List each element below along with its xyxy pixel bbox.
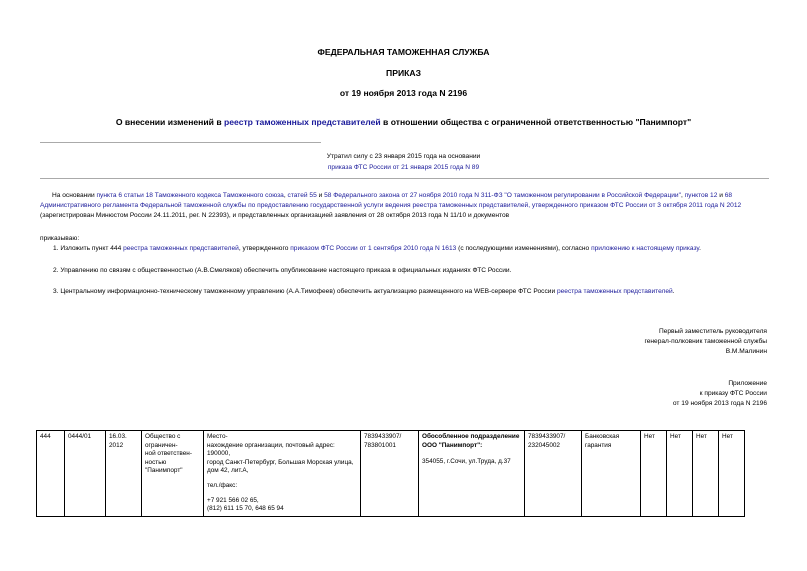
preamble-text: и — [316, 192, 325, 199]
cell-flag: Нет — [719, 431, 745, 517]
admin-regulation-link[interactable]: 68 Административного регламента Федеральной таможенной службы по предоставлению государственной услуги ведения реестра таможенных представителей, утвержденного приказом ФТС России от 3 октября 2011 года N 2012 — [40, 192, 742, 209]
cell-branch-inn-kpp: 7839433907/ 232045002 — [525, 431, 582, 517]
branch-name: Обособленное подразделение ООО "Панимпорт": — [422, 433, 520, 449]
phone-label: тел./факс: — [207, 481, 238, 489]
item-1-text: (с последующими изменениями), согласно — [456, 245, 592, 252]
cell-reg-number: 0444/01 — [65, 431, 106, 517]
title-suffix: в отношении общества с ограниченной ответственностью "Панимпорт" — [380, 117, 692, 127]
cell-flag: Нет — [667, 431, 693, 517]
cell-number: 444 — [37, 431, 65, 517]
article-55-link[interactable]: статей 55 — [287, 192, 317, 199]
customs-code-link[interactable]: пункта 6 статьи 18 Таможенного кодекса Таможенного союза — [96, 192, 284, 199]
preamble-text: , — [680, 192, 685, 199]
signature-rank: генерал-полковник таможенной службы — [644, 338, 767, 345]
item-3-text: 3. Центральному информационно-техническому таможенному управлению (А.А.Тимофеев) обеспечить актуализацию размещенного на WEB-сервере ФТС России — [53, 288, 557, 295]
signature-name: В.М.Малинин — [725, 348, 767, 355]
cell-organization: Общество с ограничен- ной ответствен- ностью "Панимпорт" — [142, 431, 204, 517]
registry-link[interactable]: реестра таможенных представителей — [123, 245, 239, 252]
address-text: Место- нахождение организации, почтовый адрес: 190000, город Санкт-Петербург, Большая Морская улица, дом 42, лит.А, — [207, 433, 354, 475]
preamble-text: (зарегистрирован Минюстом России 24.11.2011, рег. N 22393), и представленных организацией заявления от 28 октября 2013 года N 11/10 и документов — [40, 211, 510, 219]
cell-address — [204, 431, 361, 517]
item-2: 2. Управлению по связям с общественностью (А.В.Смеляков) обеспечить опубликование настоящего приказа в официальных изданиях ФТС России. — [53, 267, 512, 274]
item-1-text: , утвержденного — [238, 245, 291, 252]
item-3 — [53, 287, 675, 297]
table-row — [37, 431, 745, 517]
preamble-text: и — [717, 192, 725, 199]
appendix-ref: к приказу ФТС России — [699, 390, 767, 397]
item-3-text: . — [672, 288, 675, 295]
registry-link-2[interactable]: реестра таможенных представителей — [556, 288, 673, 295]
cell-branch — [419, 431, 525, 517]
doc-type-heading: ПРИКАЗ — [386, 68, 421, 78]
cell-flag: Нет — [693, 431, 719, 517]
cell-inn-kpp: 7839433907/ 783801001 — [361, 431, 419, 517]
registry-table — [36, 430, 745, 517]
phone-numbers: +7 921 566 02 65, (812) 611 15 70, 648 65 94 — [207, 496, 284, 513]
signature-position: Первый заместитель руководителя — [658, 328, 767, 335]
repeal-order-link[interactable]: приказа ФТС России от 21 января 2015 года N 89 — [327, 164, 480, 171]
appendix-date: от 19 ноября 2013 года N 2196 — [672, 400, 767, 407]
appendix-title: Приложение — [728, 380, 767, 387]
item-1-text: . — [699, 245, 701, 252]
cell-flag: Нет — [641, 431, 667, 517]
item-1-text: 1. Изложить пункт 444 — [53, 245, 124, 252]
item-1 — [53, 244, 701, 254]
date-number-heading: от 19 ноября 2013 года N 2196 — [339, 88, 468, 98]
cell-guarantee: Банковская гарантия — [582, 431, 641, 517]
title-registry-link[interactable]: реестр таможенных представителей — [224, 117, 381, 127]
signature-block — [644, 327, 767, 357]
federal-law-link[interactable]: 58 Федерального закона от 27 ноября 2010 года N 311-ФЗ "О таможенном регулировании в Российской Федерации" — [324, 192, 681, 199]
agency-heading: ФЕДЕРАЛЬНАЯ ТАМОЖЕННАЯ СЛУЖБА — [317, 47, 490, 57]
appendix-block — [673, 379, 767, 409]
status-note: Утратил силу с 23 января 2015 года на основании — [326, 153, 481, 160]
status-note-link-row — [0, 164, 807, 171]
branch-address: 354055, г.Сочи, ул.Труда, д.37 — [422, 458, 511, 466]
clause-12-link[interactable]: пунктов 12 — [684, 192, 718, 199]
preamble-text: На основании — [52, 192, 97, 199]
preamble — [40, 191, 770, 220]
cell-date: 16.03. 2012 — [106, 431, 142, 517]
order-1613-link[interactable]: приказом ФТС России от 1 сентября 2010 года N 1613 — [290, 245, 457, 252]
divider-short — [40, 142, 321, 143]
divider-long — [40, 178, 769, 179]
appendix-link[interactable]: приложению к настоящему приказу — [591, 245, 700, 252]
title-prefix: О внесении изменений в — [115, 117, 224, 127]
preamble-text: , — [283, 192, 288, 199]
document-title — [0, 117, 807, 127]
order-word: приказываю: — [40, 235, 80, 242]
